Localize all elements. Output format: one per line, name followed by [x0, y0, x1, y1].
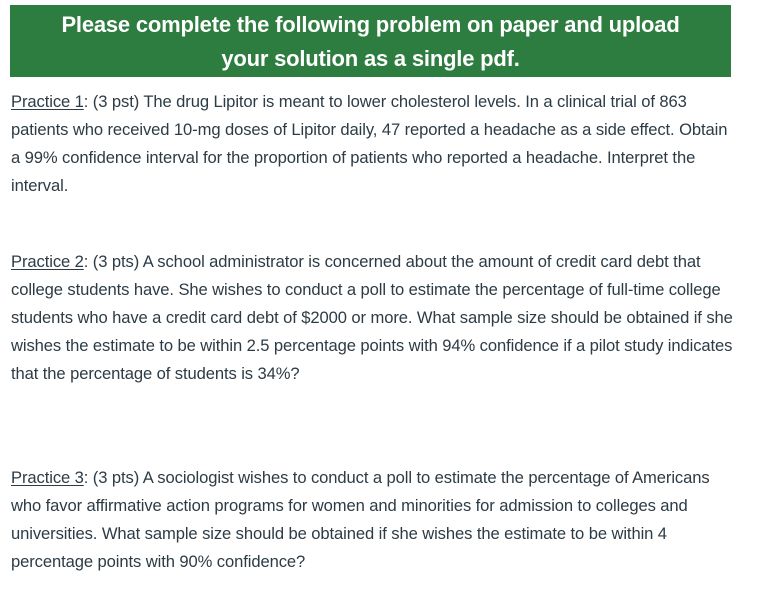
practice-3-text: (3 pts) A sociologist wishes to conduct a poll to estimate the percentage of Americans who favor affirmative action programs for women and minorities for admission to colleges and universities. What sample size should be obtained if she wishes the estimate to be within 4 percentage points with 90% confidence? [11, 468, 710, 571]
practice-3-paragraph [11, 464, 733, 576]
practice-1-colon: : [83, 92, 89, 111]
practice-2-paragraph [11, 248, 733, 388]
practice-2-text: (3 pts) A school administrator is concerned about the amount of credit card debt that college students have. She wishes to conduct a poll to estimate the percentage of full-time college students who have a credit card debt of $2000 or more. What sample size should be obtained if she wishes the estimate to be within 2.5 percentage points with 94% confidence if a pilot study indicates that the percentage of students is 34%? [11, 252, 733, 383]
practice-3-colon: : [83, 468, 89, 487]
practice-3-label: Practice 3 [11, 468, 84, 487]
banner-line-1: Please complete the following problem on paper and upload [61, 12, 680, 37]
practice-1-text: (3 pst) The drug Lipitor is meant to lower cholesterol levels. In a clinical trial of 863 patients who received 10-mg doses of Lipitor daily, 47 reported a headache as a side effect. Obtain a 99% confidence interval for the proportion of patients who reported a headache. Interpret the interval. [11, 92, 728, 195]
practice-2-label: Practice 2 [11, 252, 84, 271]
banner-line-2: your solution as a single pdf. [221, 46, 520, 71]
practice-2-colon: : [83, 252, 89, 271]
instruction-banner [10, 5, 731, 77]
practice-1-paragraph [11, 88, 733, 200]
practice-1-label: Practice 1 [11, 92, 84, 111]
